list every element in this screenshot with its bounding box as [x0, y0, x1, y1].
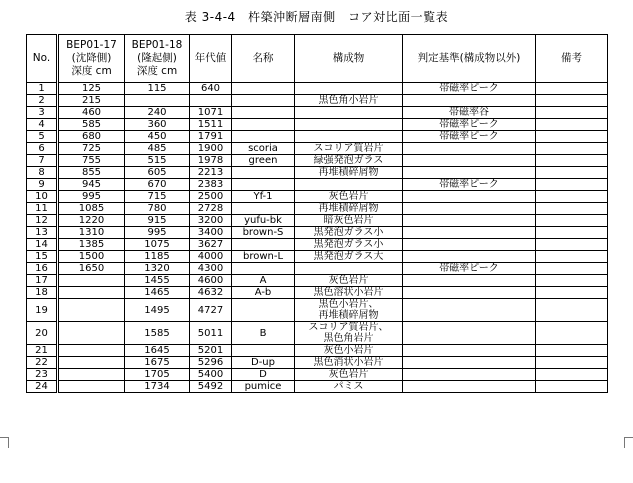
- cell-age: 1791: [190, 131, 232, 143]
- cell-remarks: [536, 322, 608, 345]
- cell-composition: パミス: [295, 381, 403, 393]
- cell-bep01-18-depth: 915: [125, 215, 190, 227]
- table-row: [27, 191, 608, 203]
- cell-criteria: [403, 357, 536, 369]
- cell-remarks: [536, 251, 608, 263]
- cell-no: 12: [27, 215, 58, 227]
- cell-no: 16: [27, 263, 58, 275]
- cell-name: [232, 179, 295, 191]
- cell-composition: 黒発泡ガラス小: [295, 227, 403, 239]
- table-row: [27, 263, 608, 275]
- cell-remarks: [536, 227, 608, 239]
- header-criteria: 判定基準(構成物以外): [403, 35, 536, 83]
- cell-bep01-18-depth: 240: [125, 107, 190, 119]
- cell-remarks: [536, 95, 608, 107]
- table-row: [27, 203, 608, 215]
- table-row: [27, 215, 608, 227]
- cell-no: 20: [27, 322, 58, 345]
- cell-name: [232, 345, 295, 357]
- cell-remarks: [536, 381, 608, 393]
- cell-bep01-17-depth: [58, 345, 125, 357]
- cell-remarks: [536, 275, 608, 287]
- table-row: [27, 155, 608, 167]
- cell-name: [232, 131, 295, 143]
- cell-age: 4600: [190, 275, 232, 287]
- cell-age: 3400: [190, 227, 232, 239]
- table-row: [27, 95, 608, 107]
- cell-remarks: [536, 83, 608, 95]
- cell-name: [232, 263, 295, 275]
- cell-no: 13: [27, 227, 58, 239]
- cell-criteria: [403, 239, 536, 251]
- cell-name: D: [232, 369, 295, 381]
- cell-name: [232, 107, 295, 119]
- cell-composition: 緑强発泡ガラス: [295, 155, 403, 167]
- cell-age: 1978: [190, 155, 232, 167]
- cell-criteria: [403, 287, 536, 299]
- cell-no: 23: [27, 369, 58, 381]
- cell-name: [232, 239, 295, 251]
- cell-age: 1511: [190, 119, 232, 131]
- cell-no: 17: [27, 275, 58, 287]
- cell-remarks: [536, 167, 608, 179]
- cell-bep01-17-depth: [58, 275, 125, 287]
- table-row: [27, 345, 608, 357]
- cell-criteria: [403, 143, 536, 155]
- cell-criteria: [403, 155, 536, 167]
- cell-bep01-18-depth: 670: [125, 179, 190, 191]
- cell-criteria: [403, 167, 536, 179]
- cell-composition: スコリア質岩片、 黒色角岩片: [295, 322, 403, 345]
- cell-no: 6: [27, 143, 58, 155]
- cell-no: 1: [27, 83, 58, 95]
- cell-remarks: [536, 299, 608, 322]
- cell-age: 640: [190, 83, 232, 95]
- cell-age: 2728: [190, 203, 232, 215]
- header-age: 年代値: [190, 35, 232, 83]
- cell-age: 4632: [190, 287, 232, 299]
- cell-age: [190, 95, 232, 107]
- cell-no: 5: [27, 131, 58, 143]
- cell-bep01-17-depth: 1085: [58, 203, 125, 215]
- cell-name: Yf-1: [232, 191, 295, 203]
- cell-age: 5400: [190, 369, 232, 381]
- cell-composition: スコリア質岩片: [295, 143, 403, 155]
- cell-name: green: [232, 155, 295, 167]
- cell-age: 3200: [190, 215, 232, 227]
- cell-remarks: [536, 119, 608, 131]
- cell-criteria: [403, 95, 536, 107]
- cell-no: 9: [27, 179, 58, 191]
- cell-no: 7: [27, 155, 58, 167]
- header-name: 名称: [232, 35, 295, 83]
- cell-bep01-18-depth: 1585: [125, 322, 190, 345]
- cell-bep01-17-depth: [58, 381, 125, 393]
- cell-bep01-17-depth: 1500: [58, 251, 125, 263]
- cell-criteria: [403, 381, 536, 393]
- cell-composition: 暗灰色岩片: [295, 215, 403, 227]
- cell-name: scoria: [232, 143, 295, 155]
- cell-bep01-17-depth: 1385: [58, 239, 125, 251]
- cell-remarks: [536, 107, 608, 119]
- cell-bep01-18-depth: 1455: [125, 275, 190, 287]
- cell-bep01-18-depth: 450: [125, 131, 190, 143]
- cell-age: 1900: [190, 143, 232, 155]
- cell-criteria: [403, 322, 536, 345]
- cell-age: 2500: [190, 191, 232, 203]
- cell-criteria: 帯磁率谷: [403, 107, 536, 119]
- cell-remarks: [536, 131, 608, 143]
- cell-criteria: 帯磁率ピーク: [403, 83, 536, 95]
- cell-composition: 灰色岩片: [295, 369, 403, 381]
- cell-age: 1071: [190, 107, 232, 119]
- cell-bep01-17-depth: 680: [58, 131, 125, 143]
- cell-bep01-17-depth: 125: [58, 83, 125, 95]
- cell-remarks: [536, 263, 608, 275]
- cell-age: 4000: [190, 251, 232, 263]
- cell-composition: 灰色小岩片: [295, 345, 403, 357]
- cell-bep01-18-depth: 1705: [125, 369, 190, 381]
- cell-remarks: [536, 287, 608, 299]
- table-row: [27, 239, 608, 251]
- cell-composition: 黒色溶状小岩片: [295, 287, 403, 299]
- cell-bep01-17-depth: 995: [58, 191, 125, 203]
- cell-bep01-18-depth: 995: [125, 227, 190, 239]
- cell-bep01-17-depth: [58, 357, 125, 369]
- cell-no: 2: [27, 95, 58, 107]
- cell-no: 10: [27, 191, 58, 203]
- cell-remarks: [536, 203, 608, 215]
- cell-name: [232, 167, 295, 179]
- cell-composition: [295, 107, 403, 119]
- cell-composition: [295, 179, 403, 191]
- cell-bep01-17-depth: 1220: [58, 215, 125, 227]
- cell-name: A: [232, 275, 295, 287]
- cell-criteria: [403, 345, 536, 357]
- cell-name: D-up: [232, 357, 295, 369]
- cell-criteria: 帯磁率ピーク: [403, 179, 536, 191]
- table-row: [27, 227, 608, 239]
- cell-name: yufu-bk: [232, 215, 295, 227]
- cell-age: 5492: [190, 381, 232, 393]
- cell-bep01-18-depth: 1320: [125, 263, 190, 275]
- cell-remarks: [536, 215, 608, 227]
- cell-age: 5011: [190, 322, 232, 345]
- cell-criteria: [403, 227, 536, 239]
- cell-name: pumice: [232, 381, 295, 393]
- cell-bep01-18-depth: 515: [125, 155, 190, 167]
- cell-bep01-17-depth: 945: [58, 179, 125, 191]
- cell-criteria: [403, 299, 536, 322]
- page-edge-mark-left: [0, 437, 9, 448]
- cell-bep01-18-depth: 1645: [125, 345, 190, 357]
- cell-name: A-b: [232, 287, 295, 299]
- cell-bep01-17-depth: [58, 322, 125, 345]
- cell-age: 2213: [190, 167, 232, 179]
- cell-composition: 再堆積碎屑物: [295, 203, 403, 215]
- page-edge-mark-right: [624, 437, 633, 448]
- cell-name: [232, 95, 295, 107]
- core-correlation-table: [26, 34, 608, 393]
- header-bep01-17: [58, 35, 125, 83]
- cell-remarks: [536, 179, 608, 191]
- cell-no: 14: [27, 239, 58, 251]
- table-row: [27, 179, 608, 191]
- cell-remarks: [536, 369, 608, 381]
- cell-name: [232, 203, 295, 215]
- cell-composition: 再堆積碎屑物: [295, 167, 403, 179]
- cell-criteria: 帯磁率ピーク: [403, 263, 536, 275]
- cell-criteria: 帯磁率ピーク: [403, 131, 536, 143]
- cell-remarks: [536, 345, 608, 357]
- cell-bep01-17-depth: 1650: [58, 263, 125, 275]
- cell-name: brown-S: [232, 227, 295, 239]
- cell-criteria: [403, 369, 536, 381]
- cell-bep01-17-depth: 215: [58, 95, 125, 107]
- cell-bep01-17-depth: [58, 369, 125, 381]
- cell-no: 24: [27, 381, 58, 393]
- cell-bep01-18-depth: 605: [125, 167, 190, 179]
- cell-no: 15: [27, 251, 58, 263]
- cell-bep01-18-depth: 780: [125, 203, 190, 215]
- cell-composition: [295, 119, 403, 131]
- cell-bep01-17-depth: [58, 287, 125, 299]
- header-bep01-17-label: BEP01-17 (沈降側) 深度 cm: [66, 39, 117, 77]
- cell-no: 4: [27, 119, 58, 131]
- table-row: [27, 381, 608, 393]
- cell-composition: [295, 263, 403, 275]
- cell-bep01-17-depth: 755: [58, 155, 125, 167]
- cell-remarks: [536, 143, 608, 155]
- table-row: [27, 119, 608, 131]
- cell-bep01-18-depth: 1185: [125, 251, 190, 263]
- cell-criteria: [403, 191, 536, 203]
- cell-remarks: [536, 191, 608, 203]
- cell-bep01-18-depth: 1465: [125, 287, 190, 299]
- cell-no: 18: [27, 287, 58, 299]
- cell-age: 5296: [190, 357, 232, 369]
- table-row: [27, 107, 608, 119]
- cell-composition: [295, 131, 403, 143]
- cell-no: 22: [27, 357, 58, 369]
- cell-bep01-17-depth: [58, 299, 125, 322]
- header-remarks: 備考: [536, 35, 608, 83]
- cell-remarks: [536, 155, 608, 167]
- table-row: [27, 251, 608, 263]
- cell-bep01-17-depth: 585: [58, 119, 125, 131]
- cell-no: 11: [27, 203, 58, 215]
- table-row: [27, 322, 608, 345]
- cell-age: 5201: [190, 345, 232, 357]
- header-bep01-18: [125, 35, 190, 83]
- cell-composition: 灰色岩片: [295, 191, 403, 203]
- cell-criteria: [403, 215, 536, 227]
- table-row: [27, 83, 608, 95]
- cell-age: 4727: [190, 299, 232, 322]
- cell-composition: 黒発泡ガラス小: [295, 239, 403, 251]
- cell-criteria: [403, 275, 536, 287]
- table-row: [27, 131, 608, 143]
- cell-composition: 黒色角小岩片: [295, 95, 403, 107]
- cell-composition: 黒色小岩片、 再堆積碎屑物: [295, 299, 403, 322]
- cell-name: B: [232, 322, 295, 345]
- cell-remarks: [536, 239, 608, 251]
- cell-composition: 黒色消状小岩片: [295, 357, 403, 369]
- header-composition: 構成物: [295, 35, 403, 83]
- cell-bep01-18-depth: [125, 95, 190, 107]
- cell-name: brown-L: [232, 251, 295, 263]
- cell-name: [232, 83, 295, 95]
- cell-bep01-18-depth: 1495: [125, 299, 190, 322]
- cell-bep01-18-depth: 1075: [125, 239, 190, 251]
- cell-age: 3627: [190, 239, 232, 251]
- header-no: No.: [27, 35, 58, 83]
- cell-composition: [295, 83, 403, 95]
- cell-name: [232, 119, 295, 131]
- table-row: [27, 357, 608, 369]
- cell-age: 4300: [190, 263, 232, 275]
- cell-no: 19: [27, 299, 58, 322]
- cell-age: 2383: [190, 179, 232, 191]
- cell-bep01-18-depth: 1734: [125, 381, 190, 393]
- cell-criteria: 帯磁率ピーク: [403, 119, 536, 131]
- cell-bep01-18-depth: 715: [125, 191, 190, 203]
- header-bep01-18-label: BEP01-18 (隆起側) 深度 cm: [131, 39, 183, 77]
- table-row: [27, 369, 608, 381]
- table-row: [27, 275, 608, 287]
- cell-composition: 灰色岩片: [295, 275, 403, 287]
- cell-criteria: [403, 251, 536, 263]
- table-body: [27, 83, 608, 393]
- cell-no: 8: [27, 167, 58, 179]
- cell-no: 21: [27, 345, 58, 357]
- cell-bep01-18-depth: 115: [125, 83, 190, 95]
- cell-bep01-18-depth: 1675: [125, 357, 190, 369]
- table-title: 表 3-4-4 杵築沖断層南側 コア対比面一覧表: [184, 10, 449, 24]
- cell-bep01-18-depth: 360: [125, 119, 190, 131]
- cell-bep01-17-depth: 460: [58, 107, 125, 119]
- table-row: [27, 143, 608, 155]
- cell-bep01-17-depth: 1310: [58, 227, 125, 239]
- cell-name: [232, 299, 295, 322]
- table-header: [27, 35, 608, 83]
- cell-criteria: [403, 203, 536, 215]
- cell-no: 3: [27, 107, 58, 119]
- table-row: [27, 167, 608, 179]
- cell-bep01-18-depth: 485: [125, 143, 190, 155]
- table-row: [27, 299, 608, 322]
- table-row: [27, 287, 608, 299]
- cell-bep01-17-depth: 725: [58, 143, 125, 155]
- cell-composition: 黒発泡ガラス大: [295, 251, 403, 263]
- cell-bep01-17-depth: 855: [58, 167, 125, 179]
- cell-remarks: [536, 357, 608, 369]
